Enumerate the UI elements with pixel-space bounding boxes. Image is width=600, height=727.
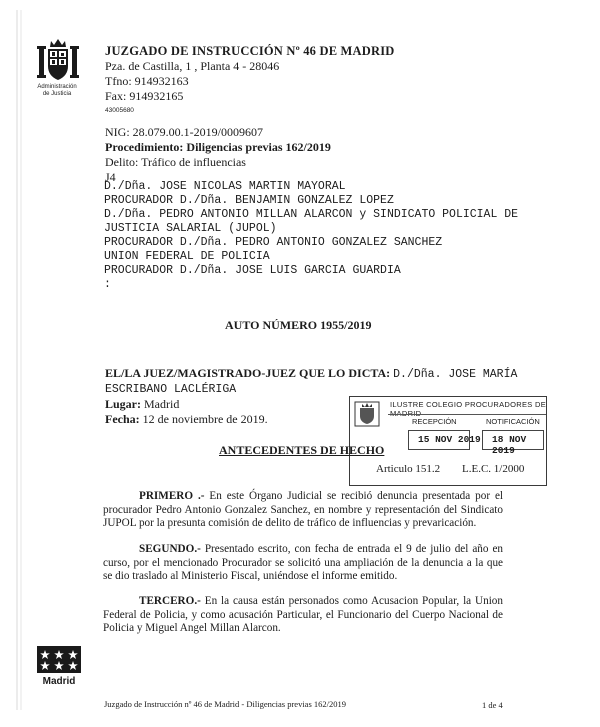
judge-line: [105, 366, 518, 382]
page-number: 1 de 4: [482, 700, 503, 710]
case-info: [105, 125, 505, 185]
paragraph-text: Presentado escrito, con fecha de entrada el 9 de julio del año en curso, por el mencionado Procurador se solicitó una ampliación de la denuncia a la que se dio traslado al Ministerio Fiscal, uniéndose el informe emitido.: [103, 543, 504, 582]
paragraph-lead: TERCERO.-: [139, 595, 201, 607]
stamp-article: Articulo 151.2: [376, 463, 441, 475]
party-line: PROCURADOR D./Dña. PEDRO ANTONIO GONZALEZ SANCHEZ: [104, 236, 443, 249]
party-line: PROCURADOR D./Dña. BENJAMIN GONZALEZ LOPEZ: [104, 194, 394, 207]
party-line: JUSTICIA SALARIAL (JUPOL): [104, 222, 277, 235]
paragraph-text: En la causa están personados como Acusacion Popular, la Union Federal de Policia, y como acusación Particular, el Funcionario del Cuerpo Nacional de Policia y Miguel Angel Millan Alarcon.: [103, 595, 503, 634]
procedimiento: [105, 140, 505, 155]
stamp-notificacion-date: 18 NOV 2019: [492, 434, 527, 456]
paragraph-segundo: [103, 543, 503, 584]
coat-of-arms-icon: [37, 38, 79, 84]
auto-title: AUTO NÚMERO 1955/2019: [225, 318, 372, 332]
stars-icon: [37, 646, 81, 673]
court-address: Pza. de Castilla, 1 , Planta 4 - 28046: [105, 59, 280, 73]
antecedentes-title: ANTECEDENTES DE HECHO: [219, 443, 385, 457]
nig: NIG: 28.079.00.1-2019/0009607: [105, 125, 263, 139]
court-header: [105, 44, 405, 115]
party-line: UNION FEDERAL DE POLICIA: [104, 250, 270, 263]
judge-label: EL/LA JUEZ/MAGISTRADO-JUEZ QUE LO DICTA:: [105, 366, 391, 380]
party-line: D./Dña. JOSE NICOLAS MARTIN MAYORAL: [104, 180, 346, 193]
lugar-label: Lugar:: [105, 397, 141, 411]
party-line: PROCURADOR D./Dña. JOSE LUIS GARCIA GUARDIA: [104, 264, 401, 277]
party-line: D./Dña. PEDRO ANTONIO MILLAN ALARCON y SINDICATO POLICIAL DE: [104, 208, 519, 221]
lugar-value: Madrid: [144, 397, 180, 411]
judge-name-part1: D./Dña. JOSE MARÍA: [393, 368, 518, 381]
court-phone: Tfno: 914932163: [105, 74, 189, 88]
stamp-title: ILUSTRE COLEGIO PROCURADORES DE MADRID: [390, 400, 546, 418]
stamp-crest-icon: [354, 401, 380, 427]
receipt-stamp: [349, 396, 547, 486]
party-line: :: [104, 278, 111, 291]
paragraph-primero: [103, 490, 503, 531]
madrid-logo-text: Madrid: [42, 676, 76, 687]
footer-text: Juzgado de Instrucción nº 46 de Madrid - Diligencias previas 162/2019: [104, 699, 346, 709]
fecha-label: Fecha:: [105, 412, 140, 426]
court-fax: Fax: 914932165: [105, 89, 184, 103]
administracion-de-justicia-label: [33, 84, 81, 98]
paragraph-tercero: [103, 595, 503, 636]
court-name: JUZGADO DE INSTRUCCIÓN Nº 46 DE MADRID: [105, 44, 395, 58]
parties-list: [96, 180, 519, 292]
admin-label-line1: Administración: [37, 84, 77, 90]
paragraph-lead: SEGUNDO.-: [139, 543, 201, 555]
delito: Delito: Tráfico de influencias: [105, 155, 246, 169]
procedimiento-label: Procedimiento:: [105, 140, 184, 154]
paragraph-text: En este Órgano Judicial se recibió denuncia presentada por el procurador Pedro Antonio Gonzalez Sanchez, en nombre y representación del Sindicato JUPOL por la presunta comisión de delito de tráfico de influencias y prevaricación.: [103, 490, 504, 529]
stamp-lec: L.E.C. 1/2000: [462, 463, 525, 475]
admin-label-line2: de Justicia: [42, 91, 72, 97]
fecha-value: 12 de noviembre de 2019.: [142, 412, 268, 426]
stamp-recepcion-label: RECEPCIÓN: [412, 417, 457, 426]
paragraph-lead: PRIMERO .-: [139, 490, 205, 502]
scan-margin-lines: [15, 10, 25, 710]
court-code: 43005680: [105, 107, 134, 114]
judge-name-part2: ESCRIBANO LACLÉRIGA: [105, 383, 237, 396]
stamp-recepcion-date: 15 NOV 2019: [418, 434, 481, 445]
procedimiento-value: Diligencias previas 162/2019: [186, 140, 331, 154]
stamp-notificacion-label: NOTIFICACIÓN: [486, 417, 540, 426]
comunidad-madrid-logo: [37, 646, 81, 673]
section-code: J4: [105, 170, 116, 184]
